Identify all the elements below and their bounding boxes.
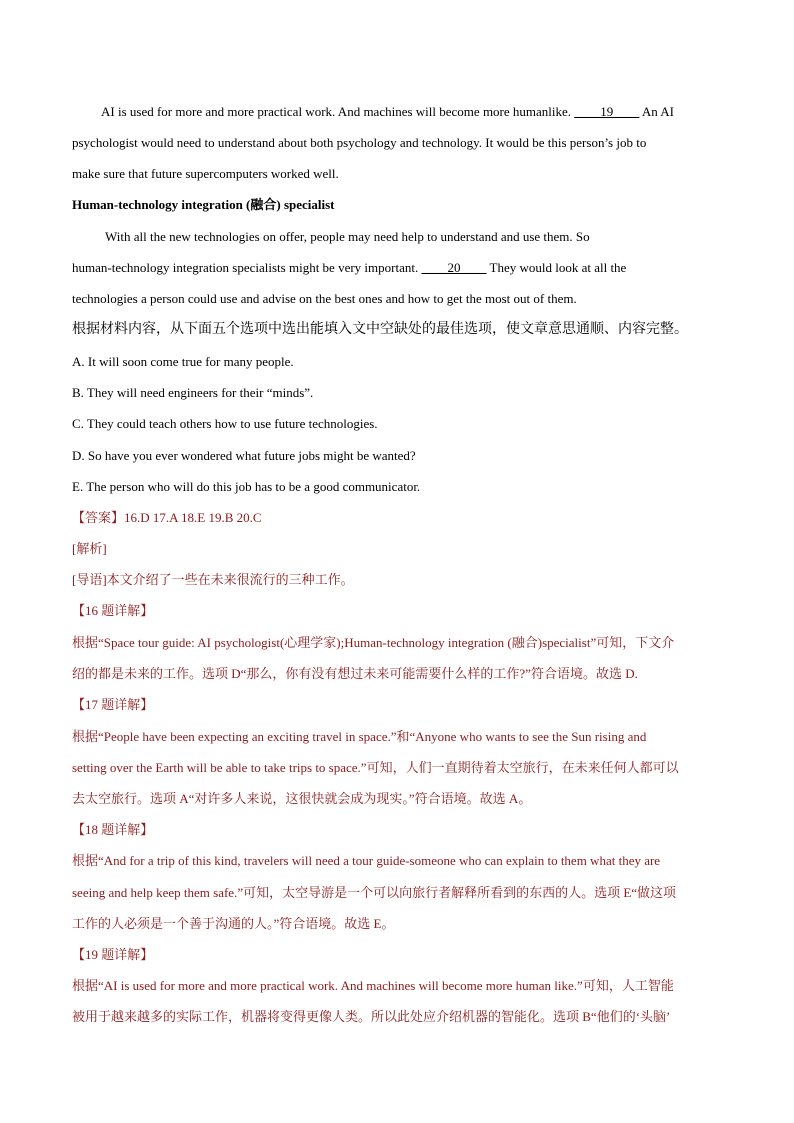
passage-text: AI is used for more and more practical work. And machines will become more humanlike.: [101, 104, 572, 119]
q17-explanation: 根据“People have been expecting an exciting travel in space.”和“Anyone who wants to see the Sun rising and: [72, 729, 647, 744]
option-d: D. So have you ever wondered what future jobs might be wanted?: [72, 448, 416, 463]
q18-explanation: 工作的人必须是一个善于沟通的人。”符合语境。故选 E。: [72, 916, 395, 931]
passage-line: make sure that future supercomputers worked well.: [72, 166, 339, 181]
blank-19: ____19____: [574, 104, 640, 119]
passage-line: With all the new technologies on offer, people may need help to understand and use them. So: [105, 229, 590, 244]
option-a: A. It will soon come true for many people.: [72, 354, 294, 369]
q18-explanation: seeing and help keep them safe.”可知，太空导游是一个可以向旅行者解释所看到的东西的人。选项 E“做这项: [72, 885, 677, 900]
q17-title: 【17 题详解】: [72, 697, 154, 712]
option-c: C. They could teach others how to use future technologies.: [72, 416, 378, 431]
q17-explanation: 去太空旅行。选项 A“对许多人来说，这很快就会成为现实。”符合语境。故选 A。: [72, 791, 532, 806]
passage-text: human-technology integration specialists might be very important.: [72, 260, 419, 275]
instruction: 根据材料内容，从下面五个选项中选出能填入文中空缺处的最佳选项，使文章意思通顺、内容完整。: [72, 322, 688, 337]
q19-explanation: 被用于越来越多的实际工作，机器将变得更像人类。所以此处应介绍机器的智能化。选项 B“他们的‘头脑’: [72, 1009, 671, 1024]
passage-line: [101, 103, 724, 121]
q16-explanation: 绍的都是未来的工作。选项 D“那么，你有没有想过未来可能需要什么样的工作?”符合语境。故选 D.: [72, 666, 638, 681]
blank-20: ____20____: [421, 260, 487, 275]
option-e: E. The person who will do this job has to be a good communicator.: [72, 479, 421, 494]
passage-line: technologies a person could use and advise on the best ones and how to get the most out of them.: [72, 291, 577, 306]
passage-text: They would look at all the: [489, 260, 627, 275]
answer-key: 【答案】16.D 17.A 18.E 19.B 20.C: [72, 510, 262, 525]
passage-line: [72, 259, 724, 277]
q18-explanation: 根据“And for a trip of this kind, travelers will need a tour guide-someone who can explain to them what they are: [72, 853, 661, 868]
guide-text: [导语]本文介绍了一些在未来很流行的三种工作。: [72, 572, 354, 587]
q17-explanation: setting over the Earth will be able to take trips to space.”可知，人们一直期待着太空旅行，在未来任何人都可以: [72, 760, 679, 775]
analysis-label: [解析]: [72, 541, 107, 556]
option-b: B. They will need engineers for their “minds”.: [72, 385, 314, 400]
q16-explanation: 根据“Space tour guide: AI psychologist(心理学家);Human-technology integration (融合)specialist”可知，下文介: [72, 635, 675, 650]
q19-explanation: 根据“AI is used for more and more practical work. And machines will become more human like.”可知，人工智能: [72, 978, 674, 993]
q16-title: 【16 题详解】: [72, 603, 154, 618]
passage-text: An AI: [641, 104, 674, 119]
section-heading: Human-technology integration (融合) specialist: [72, 197, 335, 212]
passage-line: psychologist would need to understand about both psychology and technology. It would be this person’s job to: [72, 135, 647, 150]
q18-title: 【18 题详解】: [72, 822, 154, 837]
q19-title: 【19 题详解】: [72, 947, 154, 962]
